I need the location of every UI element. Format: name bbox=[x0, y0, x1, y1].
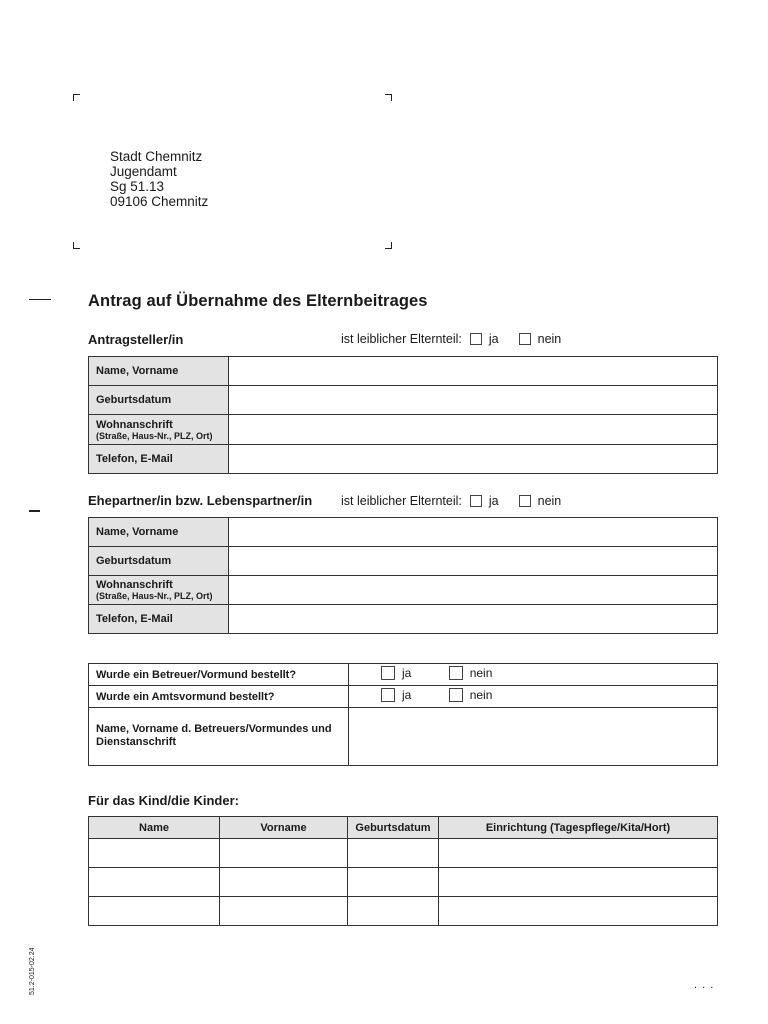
guardian-q2-options bbox=[349, 686, 718, 708]
yes-label: ja bbox=[402, 688, 412, 702]
column-header-facility: Einrichtung (Tagespflege/Kita/Hort) bbox=[439, 817, 718, 839]
row-label-birthdate: Geburtsdatum bbox=[89, 386, 229, 415]
child-birthdate-cell[interactable] bbox=[348, 868, 439, 897]
column-header-birthdate: Geburtsdatum bbox=[348, 817, 439, 839]
row-label-contact: Telefon, E-Mail bbox=[89, 605, 229, 634]
partner-contact-field[interactable] bbox=[229, 605, 718, 634]
guardian-q1-options bbox=[349, 664, 718, 686]
child-name-cell[interactable] bbox=[89, 897, 220, 926]
applicant-parent-yes-checkbox[interactable] bbox=[470, 333, 482, 345]
applicant-parent-no-checkbox[interactable] bbox=[519, 333, 531, 345]
no-label: nein bbox=[469, 666, 493, 680]
fold-mark bbox=[29, 299, 51, 300]
child-facility-cell[interactable] bbox=[439, 897, 718, 926]
table-row bbox=[89, 897, 718, 926]
partner-parent-no-checkbox[interactable] bbox=[519, 495, 531, 507]
guardian-q1-no-checkbox[interactable] bbox=[449, 666, 463, 680]
table-row bbox=[89, 868, 718, 897]
yes-label: ja bbox=[488, 332, 499, 346]
guardian-q2-no-checkbox[interactable] bbox=[449, 688, 463, 702]
address-window-corner-br bbox=[385, 242, 392, 249]
column-header-name: Name bbox=[89, 817, 220, 839]
child-facility-cell[interactable] bbox=[439, 868, 718, 897]
yes-label: ja bbox=[488, 494, 499, 508]
recipient-address bbox=[110, 149, 208, 209]
partner-birthdate-field[interactable] bbox=[229, 547, 718, 576]
guardian-question-2: Wurde ein Amtsvormund bestellt? bbox=[89, 686, 349, 708]
fold-mark bbox=[29, 510, 40, 512]
child-name-cell[interactable] bbox=[89, 839, 220, 868]
partner-table bbox=[88, 517, 718, 634]
partner-parent-yes-checkbox[interactable] bbox=[470, 495, 482, 507]
applicant-name-field[interactable] bbox=[229, 357, 718, 386]
children-table bbox=[88, 816, 718, 926]
continuation-dots: . . . bbox=[694, 979, 715, 991]
no-label: nein bbox=[537, 494, 562, 508]
no-label: nein bbox=[537, 332, 562, 346]
applicant-address-field[interactable] bbox=[229, 415, 718, 445]
form-code: 51.2-015-02.24 bbox=[29, 947, 36, 995]
row-label-birthdate: Geburtsdatum bbox=[89, 547, 229, 576]
row-label-address: Wohnanschrift (Straße, Haus-Nr., PLZ, Ort) bbox=[89, 576, 229, 605]
row-label-contact: Telefon, E-Mail bbox=[89, 445, 229, 474]
address-line: 09106 Chemnitz bbox=[110, 194, 209, 209]
address-window-corner-tr bbox=[385, 94, 392, 101]
address-line: Stadt Chemnitz bbox=[110, 149, 203, 164]
applicant-birthdate-field[interactable] bbox=[229, 386, 718, 415]
partner-name-field[interactable] bbox=[229, 518, 718, 547]
child-firstname-cell[interactable] bbox=[220, 897, 348, 926]
row-label-name: Name, Vorname bbox=[89, 518, 229, 547]
form-title: Antrag auf Übernahme des Elternbeitrages bbox=[88, 292, 428, 310]
applicant-heading: Antragsteller/in bbox=[88, 332, 184, 347]
applicant-contact-field[interactable] bbox=[229, 445, 718, 474]
guardian-name-label: Name, Vorname d. Betreuers/Vormundes und Dienstanschrift bbox=[89, 708, 349, 766]
child-facility-cell[interactable] bbox=[439, 839, 718, 868]
child-birthdate-cell[interactable] bbox=[348, 839, 439, 868]
table-row bbox=[89, 839, 718, 868]
guardian-q1-yes-checkbox[interactable] bbox=[381, 666, 395, 680]
row-label-name: Name, Vorname bbox=[89, 357, 229, 386]
guardian-q2-yes-checkbox[interactable] bbox=[381, 688, 395, 702]
applicant-table bbox=[88, 356, 718, 474]
no-label: nein bbox=[469, 688, 493, 702]
partner-address-field[interactable] bbox=[229, 576, 718, 605]
child-name-cell[interactable] bbox=[89, 868, 220, 897]
row-label-address: Wohnanschrift (Straße, Haus-Nr., PLZ, Ort) bbox=[89, 415, 229, 445]
address-line: Jugendamt bbox=[110, 164, 177, 179]
address-window-corner-tl bbox=[73, 94, 80, 101]
guardian-table bbox=[88, 663, 718, 766]
parent-question-label: ist leiblicher Elternteil: bbox=[341, 494, 462, 508]
applicant-parent-question bbox=[341, 332, 561, 346]
column-header-firstname: Vorname bbox=[220, 817, 348, 839]
child-birthdate-cell[interactable] bbox=[348, 897, 439, 926]
parent-question-label: ist leiblicher Elternteil: bbox=[341, 332, 462, 346]
address-window-corner-bl bbox=[73, 242, 80, 249]
partner-heading: Ehepartner/in bzw. Lebenspartner/in bbox=[88, 493, 313, 508]
child-firstname-cell[interactable] bbox=[220, 839, 348, 868]
yes-label: ja bbox=[402, 666, 412, 680]
guardian-question-1: Wurde ein Betreuer/Vormund bestellt? bbox=[89, 664, 349, 686]
address-line: Sg 51.13 bbox=[110, 179, 165, 194]
guardian-name-field[interactable] bbox=[349, 708, 718, 766]
child-firstname-cell[interactable] bbox=[220, 868, 348, 897]
children-heading: Für das Kind/die Kinder: bbox=[88, 793, 239, 808]
partner-parent-question bbox=[341, 494, 561, 508]
